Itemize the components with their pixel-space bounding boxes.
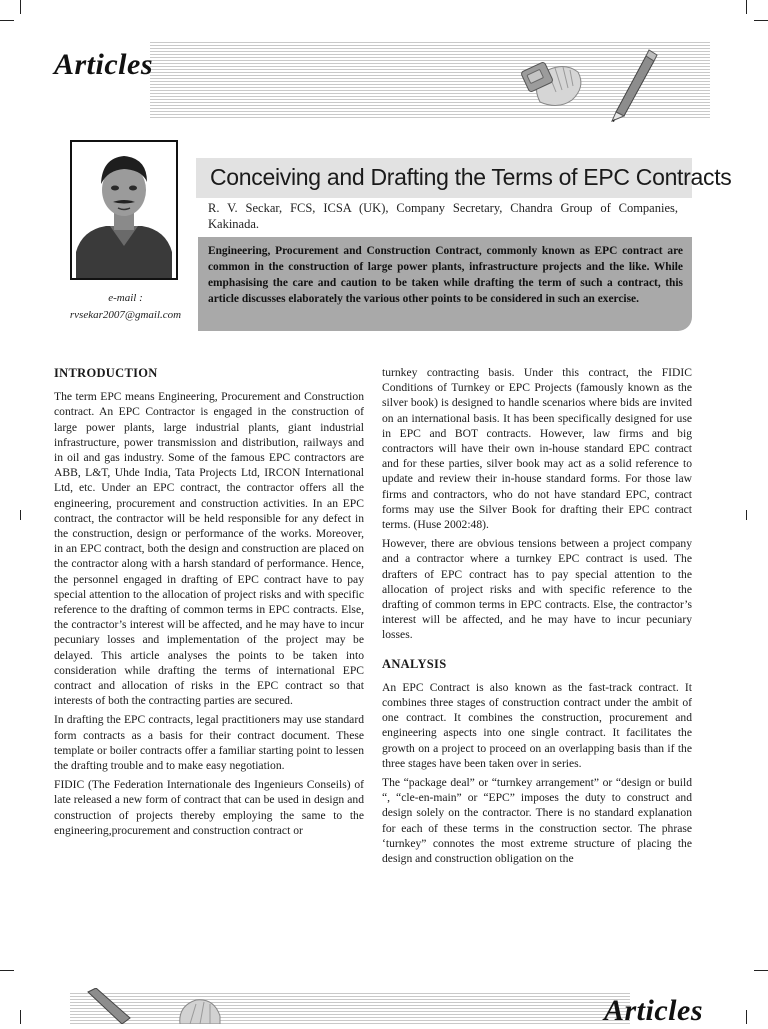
footer-section-label: Articles (604, 994, 703, 1027)
email-label: e-mail : (108, 292, 143, 304)
paragraph: turnkey contracting basis. Under this contract, the FIDIC Conditions of Turnkey or EPC Projects (famously known as the silver book) is designed to handle scenarios where bids are invited on an international basis. It has been specifically designed for use in EPC and BOT contracts. However, law firms and big contractors will have their own in-house standard EPC contract and for these parties, silver book may act as a solid reference to update and review their in-house standard forms. For those law firms and contractors, who do not have standard EPC, contract forms may use the Silver Book for drafting their EPC contract terms. (Huse 2002:48). (382, 366, 692, 532)
article-title: Conceiving and Drafting the Terms of EPC Contracts (210, 164, 732, 190)
paragraph: The term EPC means Engineering, Procurement and Construction contract. An EPC Contractor is engaged in the construction of large power plants, large industrial plants, giant industrial infrastructure, power transmission and distribution, railways and in oil and gas industry. Some of the famous EPC contractors are ABB, L&T, Uhde India, Tata Projects Ltd, IRCON International Ltd, etc. Under an EPC contract, the contractor offers all the engineering, procurement and construction activities. In an EPC contract, the contractor will be held responsible for any defect in the construction, design or performance of the works. Moreover, in an EPC contract, both the design and construction are placed on the contractor along with a harsh standard of performance. Hence, the personnel engaged in drafting of EPC contract have to pay special attention to the allocation of project risks and with specific reference to the drafting of common terms in EPC contracts. Else, the contractor’s interest will be affected, and he may have to incur pecuniary losses and implementation of the project may be delayed. This article analyses the points to be taken into consideration while drafting the terms of international EPC contract and allocation of risks in the EPC contract so that interests of both the contracting parties are secured. (54, 390, 364, 708)
crop-mark (754, 20, 768, 21)
crop-mark (20, 1010, 21, 1024)
left-column (54, 366, 364, 842)
author-photo (70, 140, 178, 280)
pencil-sharpener-illustration-footer (80, 988, 240, 1024)
pencil-sharpener-illustration (520, 42, 660, 122)
abstract-text: Engineering, Procurement and Construction Contract, commonly known as EPC contract are common in the construction of large power plants, infrastructure projects and the like. While emphasising the care and caution to be taken while drafting the term of such a contract, this article discusses elaborately the various other points to be considered in such an exercise. (208, 245, 683, 305)
crop-mark (0, 20, 14, 21)
paragraph: However, there are obvious tensions between a project company and a contractor where a turnkey EPC contract is used. The drafters of EPC contract has to pay special attention to the allocation of project risks and with specific reference to the drafting of common terms in EPC contracts. Else, the contractor’s interest will be affected, and he may have to incur pecuniary losses. (382, 537, 692, 642)
author-contact (58, 290, 193, 324)
crop-mark (20, 0, 21, 14)
email-address[interactable]: rvsekar2007@gmail.com (69, 309, 182, 321)
section-heading-analysis: ANALYSIS (382, 656, 447, 671)
crop-mark (754, 970, 768, 971)
crop-mark (746, 510, 747, 520)
paragraph: The “package deal” or “turnkey arrangement” or “design or build “, “cle-en-main” or “EPC” imposes the duty to construct and design solely on the contractor. There is no standard explanation for each of these terms in the construction sector. The phrase ‘turnkey” connotes the most extreme structure of placing the design and construction obligation on the (382, 776, 692, 866)
author-line: R. V. Seckar, FCS, ICSA (UK), Company Secretary, Chandra Group of Companies, Kakinada. (208, 201, 678, 231)
crop-mark (0, 970, 14, 971)
abstract-box (198, 237, 692, 331)
header-section-label: Articles (54, 48, 153, 81)
crop-mark (20, 510, 21, 520)
crop-mark (746, 1010, 747, 1024)
section-heading-introduction: INTRODUCTION (54, 366, 158, 380)
paragraph: An EPC Contract is also known as the fast-track contract. It combines three stages of construction contract under the ambit of one contract. It combines the construction, procurement and engineering aspects into one single contract. It facilitates the growth on a project to proceed on an overlapping basis than if the three stages have been taken over in series. (382, 680, 692, 770)
right-column (382, 365, 692, 870)
paragraph: In drafting the EPC contracts, legal practitioners may use standard form contracts as a basis for their contract document. These template or boiler contracts offer a familiar starting point to lessen the drafting trouble and to make easy negotiation. (54, 713, 364, 773)
crop-mark (746, 0, 747, 14)
paragraph: FIDIC (The Federation Internationale des Ingenieurs Conseils) of late released a new form of contract that can be used in design and construction of projects thereby employing the same to the engineering,procurement and construction contract or (54, 778, 364, 837)
